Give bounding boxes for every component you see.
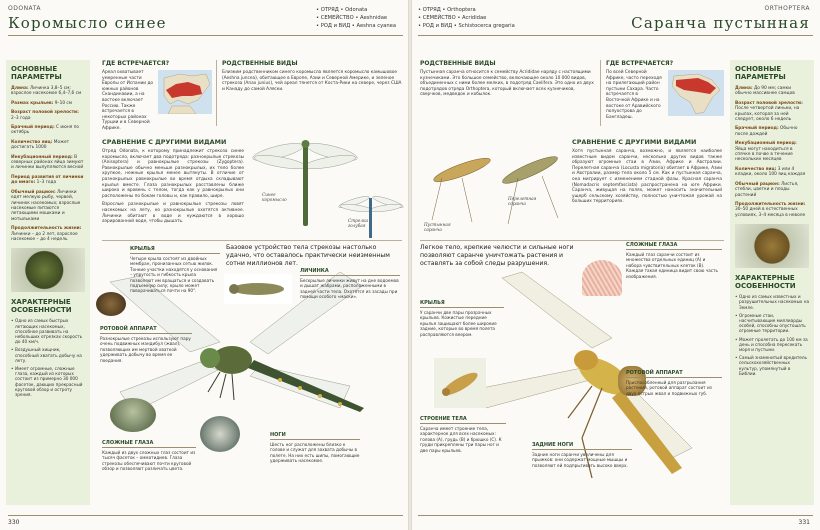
left-section-label: ODONATA [8,5,41,12]
desert-locust-caption: Пустынная саранча [424,222,451,232]
param-diet: Обычный рацион: Листья, стебли, цветки и плоды растений [735,181,799,198]
eyes-title: СЛОЖНЫЕ ГЛАЗА [102,440,196,448]
param-eggs: Количество яиц: Может достигать 1000 [11,139,70,151]
taxonomy-order: • ОТРЯД • Orthoptera [418,7,476,13]
left-sidebar [6,60,90,505]
left-related-box [222,60,402,92]
eyes-callout [626,242,722,279]
characteristic-item: • Огромные стаи, насчитывающие миллиарды особей, способны опустошать огромные территории. [735,313,809,334]
left-taxonomy [316,6,396,30]
where-title: ГДЕ ВСТРЕЧАЕТСЯ? [102,60,170,67]
param-incubation: Инкубационный период: Яйца могут находиться в спячке в почве в течение нескольких месяцев [735,141,797,163]
hindwing-fan-illustration [582,260,622,296]
sidebar-heading: ОСНОВНЫЕ ПАРАМЕТРЫ [11,65,62,81]
right-section-label: ORTHOPTERA [764,5,810,12]
param-breeding: Брачный период: С июня по октябрь [11,125,80,136]
param-length: Длина: До 90 мм; самки обычно массивнее самцов [735,86,795,97]
right-sidebar [730,60,814,505]
related-title: РОДСТВЕННЫЕ ВИДЫ [420,60,496,67]
compound-eye-illustration [110,398,156,432]
right-header-rule [418,35,813,36]
param-lifespan: Продолжительность жизни: Личинки – до 2 лет, взрослое насекомое – до 4 недель [11,226,82,242]
body-text: Саранча имеет строение тела, характерное для всех насекомых: голова (А), грудь (В) и брюшко (С). К груди прикреплены три пары ног и две пары крыльев. [420,426,502,453]
hindlegs-callout [532,442,632,468]
right-where-box [606,60,726,126]
eyes-text: Каждый из двух сложных глаз состоит из тысяч фасеток – омматидиев. Глаза стрекозы обеспечивают почти круговой обзор и позволяют различать цвета. [102,450,196,472]
left-compare-box [102,138,244,225]
wings-text: Четыре крыла состоят из двойных мембран, пронизанных сетью жилок. Тонкие участки находятся у основания – упругость и гибкость крыла позволяют им вращаться и создавать подъемную силу; крыло может поворачиваться почти на 90°. [130,256,218,294]
body-structure-illustration [434,358,486,408]
wings-text: У саранчи две пары прозрачных крыльев. Кожистые передние крылья защищают более широкие задние, которые во время полета расправляются веером. [420,310,497,337]
right-lead-text: Легкое тело, крепкие челюсти и сильные ноги позволяют саранче уничтожать растения и оставлять за собой следы разрушения. [420,244,574,267]
hindlegs-text: Задние ноги саранчи увеличены для прыжков: они содержат мощные мышцы и позволяют ей подпрыгивать высоко вверх. [532,452,628,468]
europe-range-map [158,70,212,114]
taxonomy-species: • РОД и ВИД • Schistocerca gregaria [418,23,515,29]
right-related-box [420,60,596,98]
wings-callout [420,300,504,337]
sidebar-heading: ОСНОВНЫЕ ПАРАМЕТРЫ [735,65,786,81]
param-eggs: Количество яиц: 3 или 4 кладки, около 100 яиц каждая [735,166,806,178]
taxonomy-order: • ОТРЯД • Odonata [316,7,368,13]
right-page-number: 331 [798,519,810,526]
characteristic-item: • Одно из самых известных и разрушительных насекомых на Земле. [735,294,809,310]
compare-title: СРАВНЕНИЕ С ДРУГИМИ ВИДАМИ [572,138,697,146]
characteristic-item: • Воздушный хищник, способный хватать добычу на лету. [11,347,85,363]
characteristic-item: • Имеет огромные, сложные глаза, каждый из которых состоит из примерно 30 000 фасеток, дающих прекрасный круговой обзор и остроту зрения. [11,366,85,397]
locust-comparison-illustration [422,130,568,236]
compare-title: СРАВНЕНИЕ С ДРУГИМИ ВИДАМИ [102,138,227,146]
param-incubation: Инкубационный период: В северных районах яйца зимуют и личинки вылупляются весной [11,154,84,171]
related-title: РОДСТВЕННЫЕ ВИДЫ [222,60,298,67]
characteristics-heading: ХАРАКТЕРНЫЕ ОСОБЕННОСТИ [735,274,796,291]
right-lower-rule [420,240,724,241]
param-breeding: Брачный период: Обычно после дождей [735,126,798,137]
left-compare-illustrations [248,132,406,240]
left-page-number: 330 [8,519,20,526]
eye-closeup-illustration [200,416,240,452]
wings-title: КРЫЛЬЯ [420,300,504,308]
dragonfly-comparison-illustration [248,132,406,240]
dragonfly-caption: Синее коромысло [262,192,287,202]
larva-callout [300,268,400,300]
param-wingspan: Размах крыльев: 9–10 см [11,100,73,106]
taxonomy-species: • РОД и ВИД • Aeshna cyanea [316,23,397,29]
damselfly-caption: Стрелка голубая [348,218,368,228]
migratory-locust-caption: Перелетная саранча [508,196,537,206]
mouth-title: РОТОВОЙ АППАРАТ [626,370,722,378]
right-footer-rule [418,515,813,516]
param-diet: Обычный рацион: Личинки едят мелкую рыбу, червей, личинок насекомых; взрослые насекомые питаются летающими мошками и мотыльками [11,189,81,222]
wings-callout [130,246,220,294]
left-where-box [102,60,212,131]
related-text: Близким родственником синего коромысла является коромысло камышовое (Aeshna juncea), обитающее в Европе, Азии и Северной Америке, и зеленое стрекоза (Anax junius), чей ареал тянется от Коста-Рики на севере, через США и Канаду до самой Аляски. [222,70,402,92]
locust-photo [735,224,809,268]
body-callout [420,416,506,453]
left-footer-rule [8,515,403,516]
param-maturity: Возраст половой зрелости: 2–3 года [11,110,79,121]
related-text: Пустынная саранча относится к семейству Acrididae наряду с настоящими кузнечиками. Это большое семейство, включающее около 10 000 видов, объединенных с ними более мелких, в подотряд Caelifera. Это одно из двух подотрядов отряда Orthoptera, который включает всех кузнечиков, сверчков, медведок и кобылок. [420,70,594,98]
characteristic-item: • Одно из самых быстрых летающих насекомых, способное развивать на небольших отрезках скорость до 40 км/ч. [11,318,85,344]
eyes-title: СЛОЖНЫЕ ГЛАЗА [626,242,722,250]
compare-text: Хотя пустынная саранча, возможно, и является наиболее известным видом саранчи, несколько других видов также образуют огромные стаи в Азии, Африке и Австралии. Перелетная саранча (Locusta migratoria) обитает в Африке, Азии и Австралии, размер тела около 5 см. Как и пустынная саранча, она мигрирует с изменением стадной фазы. Красная саранча (Nomadacris septemfasciata) распространена на юге Африки. Саранча, живущая на полях, может наносить значительный ущерб сельскому хозяйству, полностью уничтожая урожай на больших территориях. [572,149,722,205]
taxonomy-family: • СЕМЕЙСТВО • Aeshnidae [316,15,388,21]
mouth-callout [100,326,192,363]
right-page-title: Саранча пустынная [631,14,810,32]
param-maturity: Возраст половой зрелости: После четвертой линьки, на крылах, которая за ней следует, около 6 недель [735,100,803,123]
eyes-text: Каждый глаз саранчи состоит из множества отдельных единиц (А) и набора чувствительных клеток (В). Каждая такая единица видит свою часть изображения. [626,252,718,279]
left-page [0,0,408,530]
mouth-text: Разнокрылые стрекозы используют пару очень подвижных мандибул (жвал), позволяющих им мертвой хваткой удерживать добычу во время ее поедания. [100,336,191,363]
left-page-title: Коромысло синее [8,14,167,32]
left-lower-rule [102,240,402,241]
where-title: ГДЕ ВСТРЕЧАЕТСЯ? [606,60,674,67]
body-title: СТРОЕНИЕ ТЕЛА [420,416,506,424]
right-compare-box [572,138,722,205]
larva-text: Бескрылые личинки живут на дне водоемов и дышат жабрами, расположенными в задней части тела. Охотятся из засады при помощи особого «маски». [300,278,399,300]
left-lead-text: Базовое устройство тела стрекозы настолько удачно, что оставалось практически неизменным сотни миллионов лет. [226,244,390,267]
legs-text: Шесть ног расположены близко к голове и служат для захвата добычы в полете. На них есть шипы, помогающие удерживать насекомое. [270,442,360,464]
right-taxonomy [418,6,515,30]
legs-title: НОГИ [270,432,360,440]
left-top-divider [216,60,217,126]
param-length: Длина: Личинка 3,8–5 см; взрослое насекомое 6,4–7,6 см [11,86,82,97]
eyes-callout [102,440,196,472]
dragonfly-head-photo [11,248,85,292]
right-top-divider [600,60,601,126]
compare-text-1: Отряд Odonata, к которому принадлежит стрекоза синее коромысло, включает два подотряда: разнокрылые стрекозы (Anisoptera) и равнокрылые стрекозы (Zygoptera). Равнокрылые обычно меньше разнокрылых, их тело более хрупкое, нежные крылья менее вытянуты. В отличие от разнокрылых равнокрылые во время отдыха складывают крылья вместе. Глаза разнокрылых расставлены ближе широко и вровень с телом, тогда как у равнокрылых они расположены по бокам головы и, как правило, шире. [102,149,244,199]
larva-title: ЛИЧИНКА [300,268,400,276]
left-header-rule [8,35,403,36]
characteristic-item: • Может пролетать до 100 км за день и способна пересекать моря и пустыни. [735,337,809,353]
characteristic-item: • Самый знаменитый вредитель сельскохозяйственных культур, упомянутый в Библии. [735,355,809,376]
mouthparts-illustration [96,292,126,316]
larva-illustration [224,274,292,304]
mouth-callout [626,370,722,396]
mouth-title: РОТОВОЙ АППАРАТ [100,326,192,334]
taxonomy-family: • СЕМЕЙСТВО • Acrididae [418,15,487,21]
compare-text-2: Взрослые разнокрылые и равнокрылые стрекозы ловят насекомых на лету, но разнокрылые охотятся активнее. Личинки обитают в воде и нуждаются в хорошо аэрированной воде, чтобы дышать. [102,202,244,225]
hindlegs-title: ЗАДНИЕ НОГИ [532,442,632,450]
right-page [412,0,820,530]
param-lifespan: Продолжительность жизни: 30–50 дней в естественных условиях, 3–4 месяца в неволе [735,201,806,218]
wings-title: КРЫЛЬЯ [130,246,220,254]
where-text: По всей Северной Африке, часто переходя на прилегающий район пустыни Сахара. Часто встречается в Восточной Африке и на востоке от Аравийского полуострова до Бангладеш. [606,70,662,120]
param-development: Период развития от личинки до имаго: 1–3 года [11,174,84,186]
africa-range-map [668,70,724,116]
characteristics-heading: ХАРАКТЕРНЫЕ ОСОБЕННОСТИ [11,298,72,315]
mouth-text: Приспособленный для разгрызания растений, ротовой аппарат состоит из двух острых жвал и подвижных губ. [626,380,712,396]
where-text: Ареал охватывает умеренные части Европы от Испании до южных районов Скандинавии, а на востоке включает Россию. Также встречается в некоторых районах Турции и в Северной Африке. [102,70,154,131]
legs-callout [270,432,360,464]
